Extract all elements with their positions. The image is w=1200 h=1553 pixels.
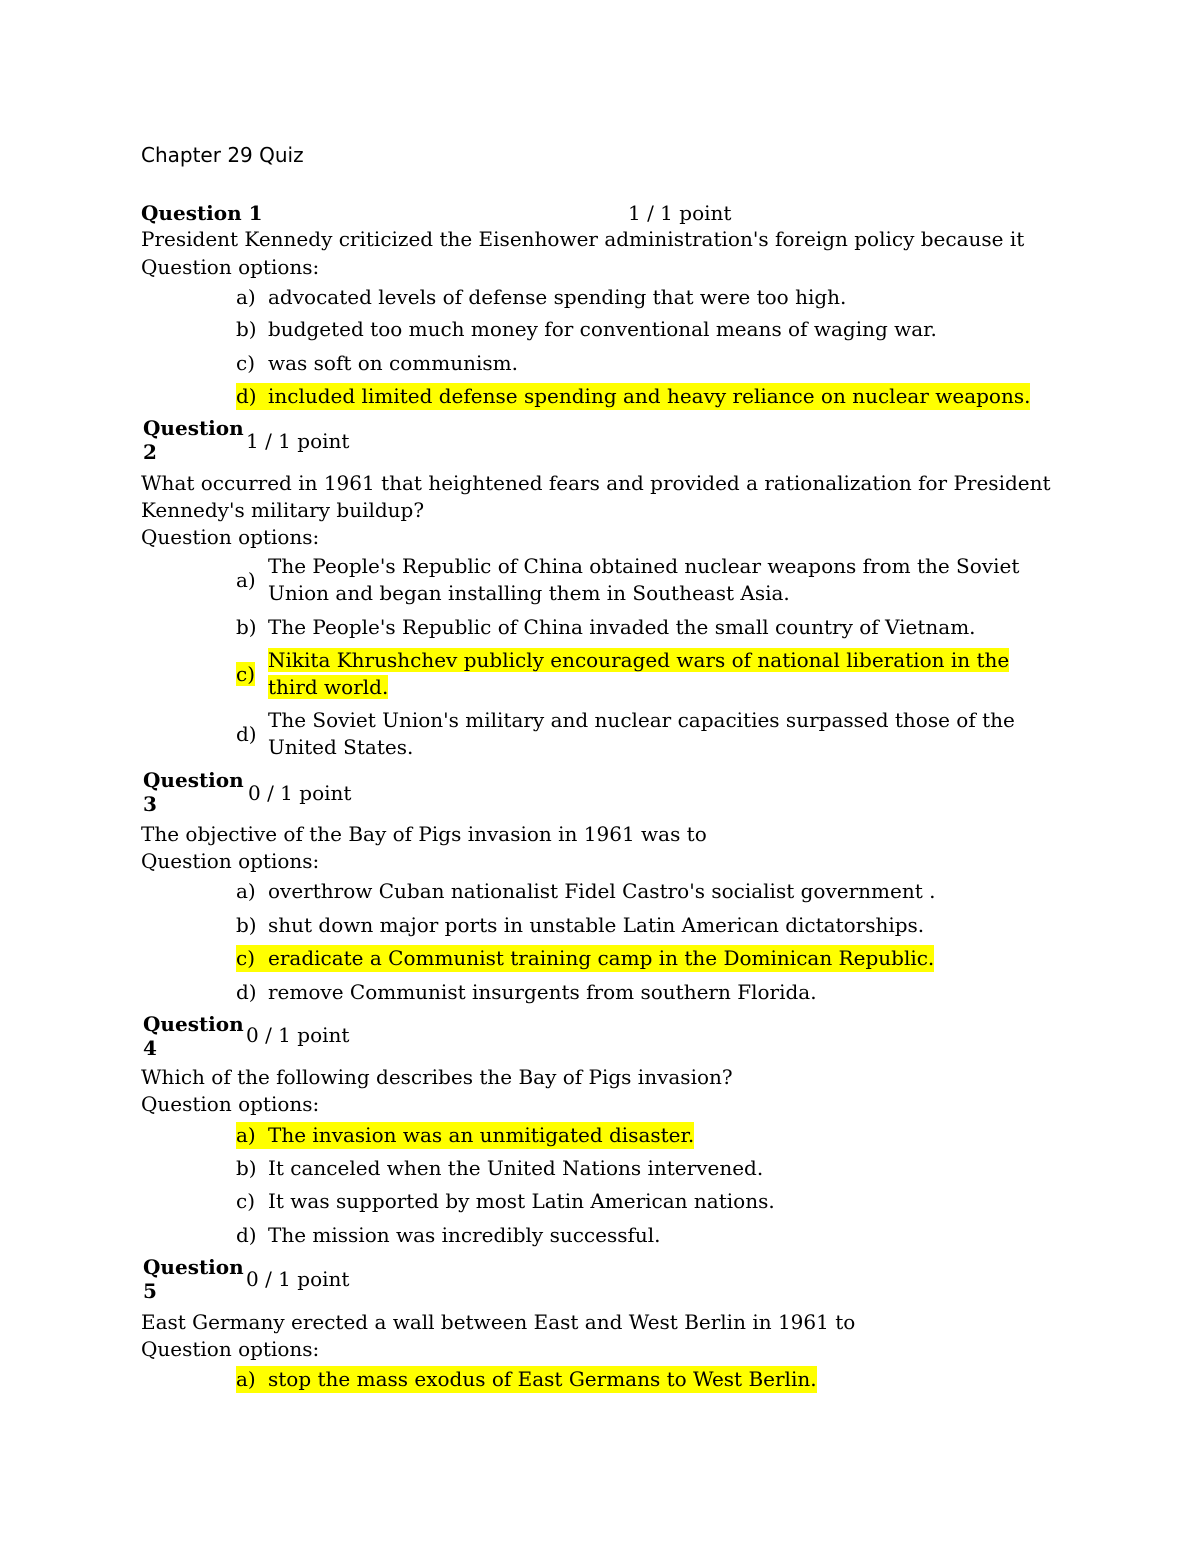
question-1-text: President Kennedy criticized the Eisenhower administration's foreign policy because it	[141, 227, 1025, 251]
question-1-option-b: b) budgeted too much money for conventional means of waging war.	[236, 317, 937, 341]
question-2-text-line-1: What occurred in 1961 that heightened fears and provided a rationalization for President	[141, 471, 1051, 495]
question-3-option-c	[236, 945, 934, 972]
highlight-mark: a)	[236, 1122, 268, 1149]
highlighted-answer: The invasion was an unmitigated disaster.	[268, 1123, 695, 1147]
question-3-heading: Question 3	[143, 768, 244, 816]
question-3-options-label: Question options:	[141, 849, 320, 873]
question-2-option-a: a) The People's Republic of China obtained nuclear weapons from the Soviet Union and began installing them in Southeast Asia.	[236, 554, 1020, 605]
question-1-score: 1 / 1 point	[628, 201, 732, 225]
question-5-option-a	[236, 1366, 817, 1393]
question-3-option-a: a) overthrow Cuban nationalist Fidel Castro's socialist government .	[236, 879, 936, 903]
question-2-text-line-2: Kennedy's military buildup?	[141, 498, 425, 522]
question-5-text: East Germany erected a wall between East and West Berlin in 1961 to	[141, 1310, 856, 1334]
question-5-score: 0 / 1 point	[246, 1267, 350, 1291]
question-1-heading: Question 1	[141, 201, 263, 225]
question-2-score: 1 / 1 point	[246, 429, 350, 453]
highlighted-answer: Nikita Khrushchev publicly encouraged wars of national liberation in the third world.	[268, 648, 1010, 699]
highlighted-answer: stop the mass exodus of East Germans to West Berlin.	[268, 1367, 817, 1391]
question-2-option-c	[236, 647, 1038, 701]
question-5-heading: Question 5	[143, 1255, 244, 1303]
question-4-score: 0 / 1 point	[246, 1023, 350, 1047]
highlight-mark: c)	[236, 661, 256, 686]
question-3-option-b: b) shut down major ports in unstable Latin American dictatorships.	[236, 913, 925, 937]
question-4-option-a	[236, 1122, 694, 1149]
question-1-options-label: Question options:	[141, 255, 320, 279]
highlighted-answer: included limited defense spending and heavy reliance on nuclear weapons.	[268, 384, 1031, 408]
highlight-mark: d)	[236, 383, 268, 410]
question-2-option-d: d) The Soviet Union's military and nuclear capacities surpassed those of the United States.	[236, 708, 1015, 759]
question-2-option-b: b) The People's Republic of China invaded the small country of Vietnam.	[236, 615, 976, 639]
highlight-mark: a)	[236, 1366, 268, 1393]
question-3-score: 0 / 1 point	[248, 781, 352, 805]
highlighted-answer: eradicate a Communist training camp in the Dominican Republic.	[268, 946, 935, 970]
question-4-option-c: c) It was supported by most Latin American nations.	[236, 1189, 775, 1213]
question-1-option-c: c) was soft on communism.	[236, 351, 518, 375]
question-3-text: The objective of the Bay of Pigs invasion in 1961 was to	[141, 822, 707, 846]
highlight-mark: c)	[236, 945, 268, 972]
question-2-heading: Question 2	[143, 416, 244, 464]
question-5-options-label: Question options:	[141, 1337, 320, 1361]
question-1-option-a: a) advocated levels of defense spending that were too high.	[236, 285, 847, 309]
question-4-options-label: Question options:	[141, 1092, 320, 1116]
document-title: Chapter 29 Quiz	[141, 143, 304, 167]
question-1-option-d	[236, 383, 1030, 410]
question-3-option-d: d) remove Communist insurgents from southern Florida.	[236, 980, 817, 1004]
question-4-text: Which of the following describes the Bay of Pigs invasion?	[141, 1065, 733, 1089]
question-4-option-b: b) It canceled when the United Nations intervened.	[236, 1156, 764, 1180]
question-4-option-d: d) The mission was incredibly successful.	[236, 1223, 661, 1247]
question-4-heading: Question 4	[143, 1012, 244, 1060]
question-2-options-label: Question options:	[141, 525, 320, 549]
